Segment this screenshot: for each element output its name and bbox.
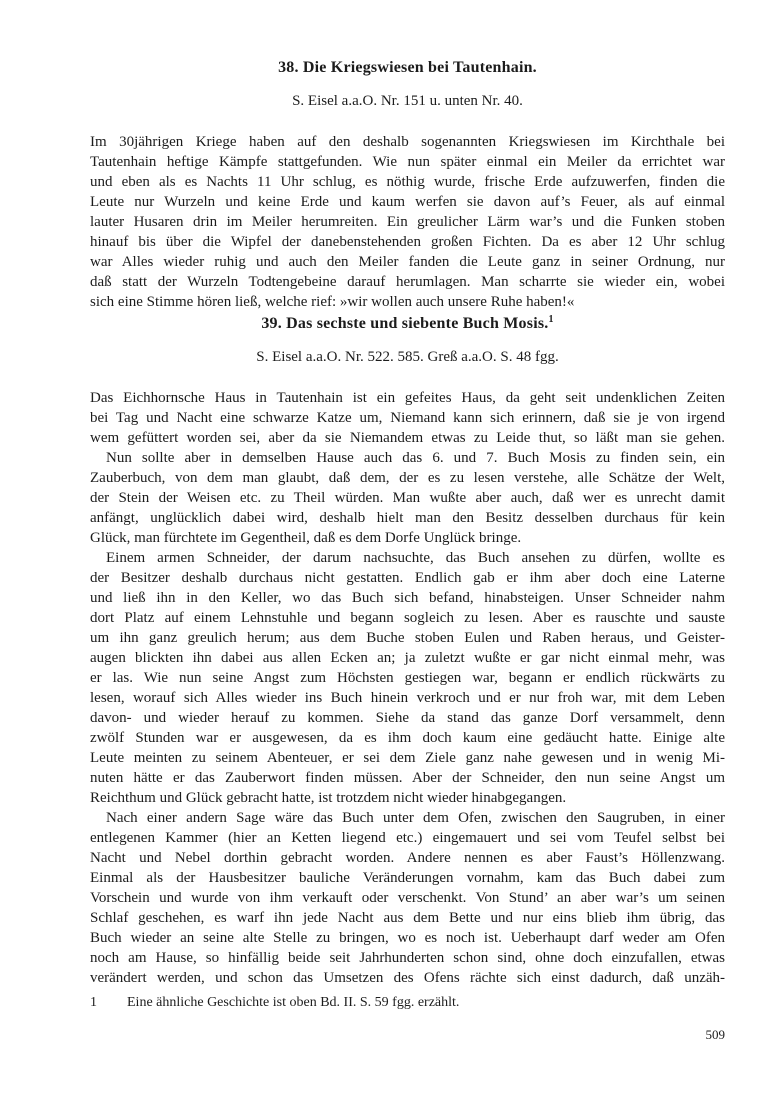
text-line: anfängt, unglücklich dabei wird, deshalb hielt man den Besitz desselben durchaus für kein: [90, 510, 725, 526]
section: [90, 312, 725, 988]
text-line: Leute nur Wurzeln und keine Erde und kaum werfen sie davon auf’s Feuer, als auf einmal: [90, 194, 725, 210]
text-line: entlegenen Kammer (hier an Ketten liegend etc.) eingemauert und sei vom Teufel selbst bei: [90, 830, 725, 846]
text-line: lauter Husaren drin im Meiler herumreiten. Ein greulicher Lärm war’s und die Funken stoben: [90, 214, 725, 230]
text-line: davon- und wieder herauf zu kommen. Siehe da stand das ganze Dorf versammelt, denn: [90, 710, 725, 726]
section-source: S. Eisel a.a.O. Nr. 151 u. unten Nr. 40.: [292, 93, 523, 109]
footnote-text: Eine ähnliche Geschichte ist oben Bd. II. S. 59 fgg. erzählt.: [127, 995, 460, 1010]
text-block: [90, 56, 725, 1043]
text-line: Nacht und Nebel dorthin gebracht worden. Andere nennen es aber Faust’s Höllenzwang.: [90, 850, 725, 866]
text-line: lesen, worauf sich Alles wieder ins Buch hinein verkroch und er nur froh war, mit dem Leben: [90, 690, 725, 706]
text-line: daß statt der Wurzeln Todtengebeine darauf herumlagen. Man scharrte sie wieder ein, wobei: [90, 274, 725, 290]
text-line: Reichthum und Glück gebracht hatte, ist trotzdem nicht wieder hinabgegangen.: [90, 790, 567, 806]
text-line: und eben als es Nachts 11 Uhr schlug, es nöthig wurde, frische Erde aufzuwerfen, finden die: [90, 174, 725, 190]
footnote: [90, 994, 725, 1012]
text-line: dort Platz auf einem Lehnstuhle und begann sogleich zu lesen. Aber es rauschte und sauste: [90, 610, 725, 626]
text-line: sich eine Stimme hören ließ, welche rief: »wir wollen auch unsere Ruhe haben!«: [90, 294, 575, 310]
text-line: Zauberbuch, von dem man glaubt, daß dem, der es zu lesen verstehe, alle Schätze der Welt,: [90, 470, 725, 486]
sections-container: [90, 56, 725, 988]
text-line: hinauf bis über die Wipfel der danebenstehenden großen Fichten. Da es aber 12 Uhr schlug: [90, 234, 725, 250]
footnote-marker: 1: [90, 995, 97, 1010]
text-line: war Alles wieder ruhig und auch den Meiler fanden die Leute ganz in seiner Ordnung, nur: [90, 254, 725, 270]
text-line: um ihn ganz greulich herum; aus dem Buche stoben Eulen und Raben heraus, und Geister-: [90, 630, 725, 646]
section-title: 39. Das sechste und siebente Buch Mosis.$^1$: [261, 314, 554, 332]
text-line: zwölf Stunden war er ausgewesen, da es ihm doch kaum eine gedäucht hatte. Einige alte: [90, 730, 725, 746]
paragraph: [90, 808, 725, 988]
text-line: der Besitzer deshalb durchaus nicht gestatten. Endlich gab er ihm aber doch eine Laterne: [90, 570, 725, 586]
text-line: noch am Hause, so hinfällig beide seit Jahrhunderten schon sind, ohne doch einzufallen, etwas: [90, 950, 725, 966]
text-line: Nach einer andern Sage wäre das Buch unter dem Ofen, zwischen den Saugruben, in einer: [106, 810, 725, 826]
text-line: der Stein der Weisen etc. zu Theil würden. Man wußte aber auch, daß wer es unrecht damit: [90, 490, 725, 506]
text-line: Tautenhain heftige Kämpfe stattgefunden. Wie nun später einmal ein Meiler da errichtet war: [90, 154, 725, 170]
text-line: Vorschein und wurde von ihm verkauft oder verschenkt. Von Stund’ an aber war’s um seinen: [90, 890, 725, 906]
text-line: Einmal als der Hausbesitzer bauliche Veränderungen vornahm, kam das Buch dabei zum: [90, 870, 725, 886]
section-source: S. Eisel a.a.O. Nr. 522. 585. Greß a.a.O. S. 48 fgg.: [256, 349, 559, 365]
text-line: Einem armen Schneider, der darum nachsuchte, das Buch ansehen zu dürfen, wollte es: [106, 550, 725, 566]
text-line: Buch wieder an seine alte Stelle zu bringen, wo es noch ist. Ueberhaupt darf weder am Ofen: [90, 930, 725, 946]
text-line: augen blickten ihn dabei aus allen Ecken an; ja zuletzt wußte er gar nicht einmal mehr, was: [90, 650, 725, 666]
text-line: Im 30jährigen Kriege haben auf den deshalb sogenannten Kriegswiesen im Kirchthale bei: [90, 134, 725, 150]
text-line: er las. Wie nun seine Angst zum Höchsten gestiegen war, begann er endlich rückwärts zu: [90, 670, 725, 686]
section-title: 38. Die Kriegswiesen bei Tautenhain.: [278, 59, 537, 76]
text-line: verändert werden, und schon das Umsetzen des Ofens rächte sich einst dadurch, daß unzäh-: [90, 970, 725, 986]
paragraph: [90, 548, 725, 808]
text-line: wem gefüttert worden sei, aber da sie Niemandem etwas zu Leide thut, so läßt man sie gehen.: [90, 430, 725, 446]
text-line: nuten hätte er das Zauberwort finden müssen. Aber der Schneider, den nun seine Angst um: [90, 770, 725, 786]
text-line: und ließ ihn in den Keller, wo das Buch sich befand, hinabsteigen. Unser Schneider nahm: [90, 590, 725, 606]
text-line: Glück, man fürchtete im Gegentheil, daß es dem Dorfe Unglück bringe.: [90, 530, 522, 546]
section: [90, 56, 725, 312]
footnote-ref-superscript: 1: [548, 314, 554, 325]
text-line: Leute meinten zu seinem Abenteuer, er sei dem Ziele ganz nahe gewesen und in wenig Mi-: [90, 750, 725, 766]
text-line: Nun sollte aber in demselben Hause auch das 6. und 7. Buch Mosis zu finden sein, ein: [106, 450, 725, 466]
text-line: bei Tag und Nacht eine schwarze Katze um, Niemand kann sich erinnern, daß sie je von irgend: [90, 410, 725, 426]
text-line: Schlaf geschehen, es warf ihn jede Nacht aus dem Bette und nur eins blieb ihm übrig, das: [90, 910, 725, 926]
paragraph: [90, 448, 725, 548]
page-number: 509: [705, 1027, 725, 1042]
paragraph: [90, 132, 725, 312]
text-line: Das Eichhornsche Haus in Tautenhain ist ein gefeites Haus, da geht seit undenklichen Zeiten: [90, 390, 725, 406]
paragraph: [90, 388, 725, 448]
